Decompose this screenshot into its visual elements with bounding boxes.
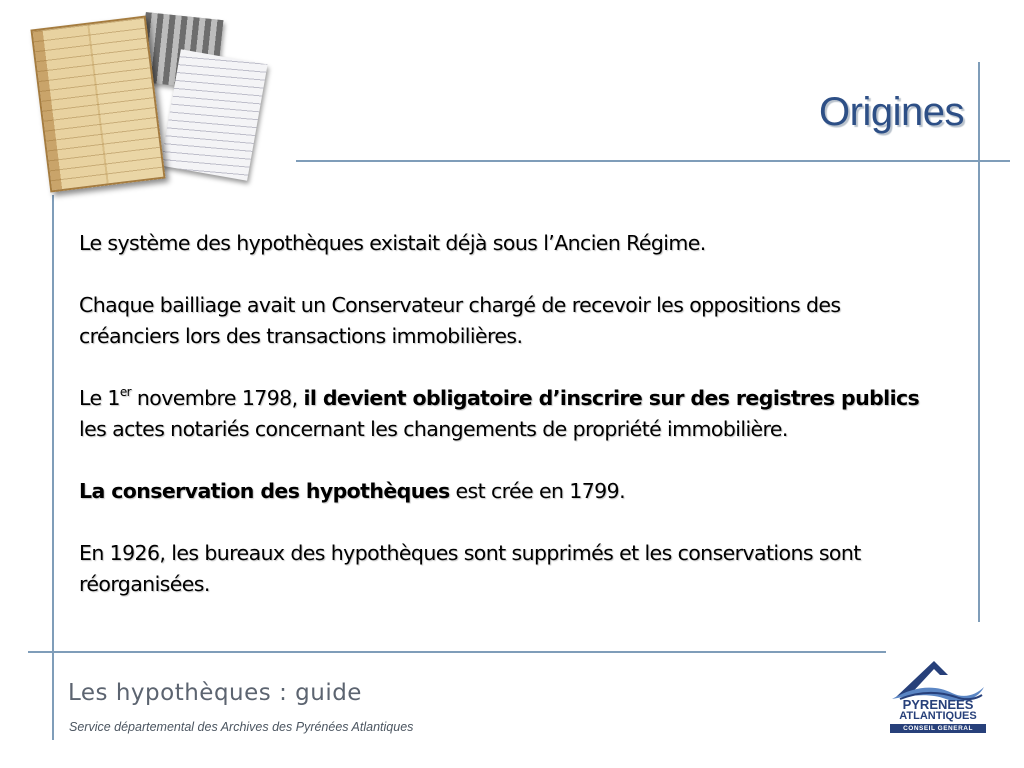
right-frame-line (978, 62, 980, 622)
paragraph-1: Le système des hypothèques existait déjà sous l’Ancien Régime. (79, 231, 706, 255)
paragraph-5: En 1926, les bureaux des hypothèques sont supprimés et les conservations sont réorganisées. (79, 541, 861, 596)
slide-body (79, 228, 939, 600)
header-divider-line (296, 160, 1010, 162)
pyrenees-atlantiques-logo (886, 655, 988, 737)
mountain-wave-icon (886, 655, 988, 701)
paragraph-4 (79, 476, 939, 507)
slide-title: Origines (819, 90, 964, 134)
logo-text-atlantiques: ATLANTIQUES (899, 710, 977, 722)
manuscript-page-photo (160, 49, 267, 180)
footer-divider-line (28, 651, 886, 653)
ordinal-superscript: er (119, 385, 131, 399)
paragraph-2: Chaque bailliage avait un Conservateur chargé de recevoir les oppositions des créanciers lors des transactions immobilières. (79, 293, 841, 348)
left-frame-line (52, 195, 54, 740)
archive-photo-collage (30, 8, 270, 188)
footer-title: Les hypothèques : guide (68, 680, 362, 706)
paragraph-4-emphasis: La conservation des hypothèques (79, 479, 450, 503)
paragraph-3-emphasis: il devient obligatoire d’inscrire sur des registres publics (303, 386, 920, 410)
paragraph-3-date: novembre 1798, (130, 386, 304, 410)
paragraph-3-lead: Le 1 (79, 386, 120, 410)
logo-text-pyrenees: PYRENEES (902, 697, 974, 712)
paragraph-3-rest: les actes notariés concernant les changements de propriété immobilière. (79, 417, 788, 441)
paragraph-3 (79, 383, 939, 445)
old-register-photo (30, 16, 165, 193)
paragraph-4-rest: est crée en 1799. (449, 479, 625, 503)
footer-subtitle: Service départemental des Archives des Pyrénées Atlantiques (69, 720, 414, 734)
logo-text-conseil-general: CONSEIL GENERAL (890, 724, 986, 733)
